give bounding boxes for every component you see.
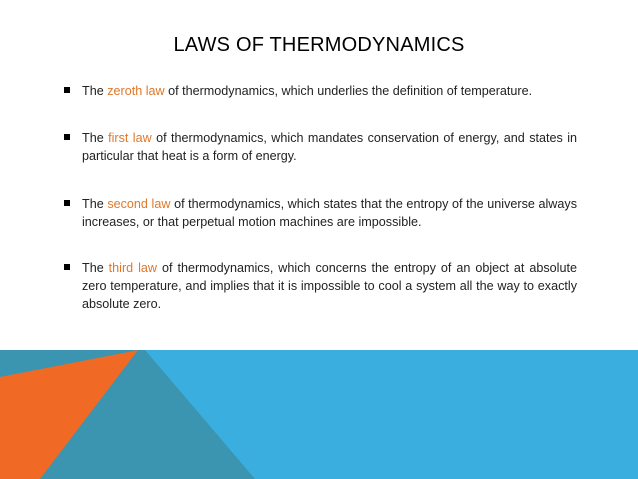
- bullet-suffix: of thermodynamics, which states that the entropy of the universe always increases, or that perpetual motion machines are impossible.: [82, 197, 577, 229]
- bullet-item-zeroth-law: [64, 82, 577, 100]
- bullet-suffix: of thermodynamics, which mandates conservation of energy, and states in particular that heat is a form of energy.: [82, 131, 578, 163]
- bullet-item-first-law: [64, 129, 577, 165]
- bullet-highlight: zeroth law: [107, 84, 165, 98]
- bullet-highlight: third law: [108, 261, 158, 275]
- bullet-square-icon: [64, 200, 70, 206]
- bullet-text: [82, 195, 577, 231]
- bullet-suffix: of thermodynamics, which concerns the entropy of an object at absolute zero temperature, and implies that it is impossible to cool a system all the way to exactly absolute zero.: [82, 261, 577, 311]
- bullet-highlight: first law: [108, 131, 152, 145]
- bullet-text: [82, 82, 577, 100]
- bullet-item-third-law: [64, 259, 577, 313]
- bullet-prefix: The: [82, 131, 109, 145]
- bullet-prefix: The: [82, 84, 108, 98]
- bullet-square-icon: [64, 264, 70, 270]
- bullet-highlight: second law: [107, 197, 171, 211]
- bullet-square-icon: [64, 134, 70, 140]
- bullet-text: [82, 129, 577, 165]
- bullet-item-second-law: [64, 195, 577, 231]
- bullet-suffix: of thermodynamics, which underlies the definition of temperature.: [164, 84, 533, 98]
- bullet-square-icon: [64, 87, 70, 93]
- bullet-prefix: The: [82, 261, 109, 275]
- bullet-text: [82, 259, 577, 313]
- slide-title: LAWS OF THERMODYNAMICS: [173, 34, 465, 56]
- bullet-prefix: The: [82, 197, 108, 211]
- decorative-color-band: [0, 350, 638, 479]
